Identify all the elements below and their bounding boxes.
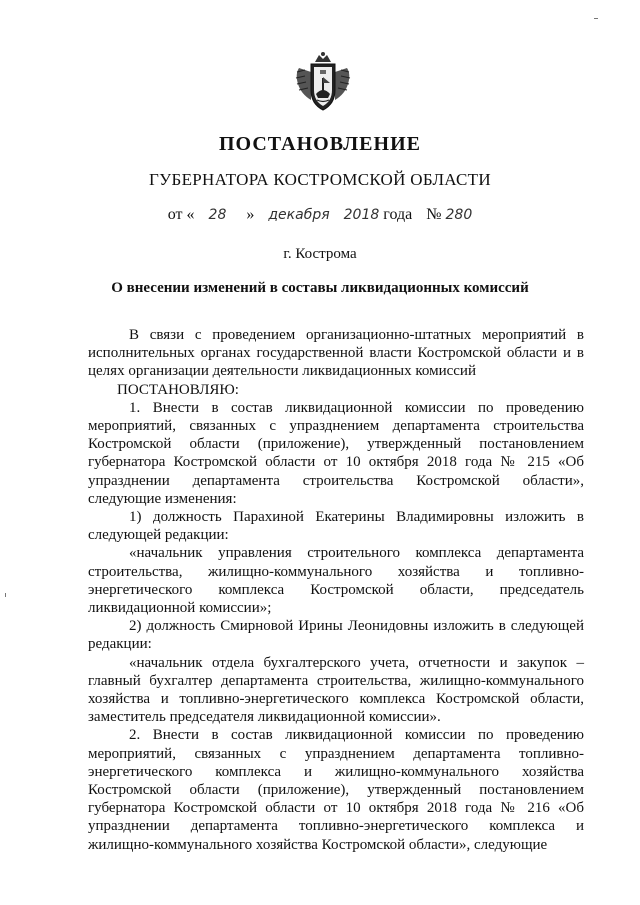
scan-mark (5, 593, 6, 597)
item-1-sub-1-text: «начальник управления строительного комплекса департамента строительства, жилищно-коммунального хозяйства и топливно-энергетического комплекса Костромской области, председатель ликвидационной комиссии»; (88, 545, 584, 617)
city-line: г. Кострома (283, 246, 357, 262)
decree-keyword: ПОСТАНОВЛЯЮ: (117, 381, 239, 398)
date-year-word: года (383, 206, 413, 223)
item-1-sub-1: 1) должность Парахиной Екатерины Владимировны изложить в следующей редакции: (88, 509, 584, 544)
date-line (0, 206, 640, 224)
document-number: 280 (445, 207, 473, 223)
issuer-name: ГУБЕРНАТОРА КОСТРОМСКОЙ ОБЛАСТИ (149, 170, 491, 189)
date-close-quote: » (246, 206, 255, 223)
date-day: 28 (208, 207, 227, 223)
number-sign: № (426, 206, 442, 223)
date-month: декабря (268, 207, 330, 223)
coat-of-arms-icon (293, 50, 353, 120)
item-1: 1. Внести в состав ликвидационной комиссии по проведению мероприятий, связанных с упразднением департамента строительства Костромской области (приложение), утвержденный постановлением губернатора Костромской области от 10 октября 2018 года № 215 «Об упразднении департамента строительства Костромской области», следующие изменения: (88, 399, 584, 507)
document-body (88, 326, 584, 854)
scan-mark (594, 18, 598, 19)
document-title: ПОСТАНОВЛЕНИЕ (219, 133, 421, 155)
date-year: 2018 (343, 207, 380, 223)
item-1-sub-2-text: «начальник отдела бухгалтерского учета, отчетности и закупок – главный бухгалтер департамента строительства, жилищно-коммунального хозяйства и топливно-энергетического комплекса Костромской области, заместитель председателя ликвидационной комиссии». (88, 654, 584, 726)
date-prefix: от « (167, 206, 195, 223)
item-2: 2. Внести в состав ликвидационной комиссии по проведению мероприятий, связанных с упразднением департамента топливно-энергетического комплекса и жилищно-коммунального хозяйства Костромской области (приложение), утвержденный постановлением губернатора Костромской области от 10 октября 2018 года № 216 «Об упразднении департамента топливно-энергетического комплекса и жилищно-коммунального хозяйства Костромской области», следующие (88, 727, 584, 853)
intro-paragraph: В связи с проведением организационно-штатных мероприятий в исполнительных органах государственной власти Костромской области и в целях организации деятельности ликвидационных комиссий (88, 327, 584, 380)
item-1-sub-2: 2) должность Смирновой Ирины Леонидовны изложить в следующей редакции: (88, 618, 584, 653)
document-subject: О внесении изменений в составы ликвидационных комиссий (111, 280, 529, 296)
